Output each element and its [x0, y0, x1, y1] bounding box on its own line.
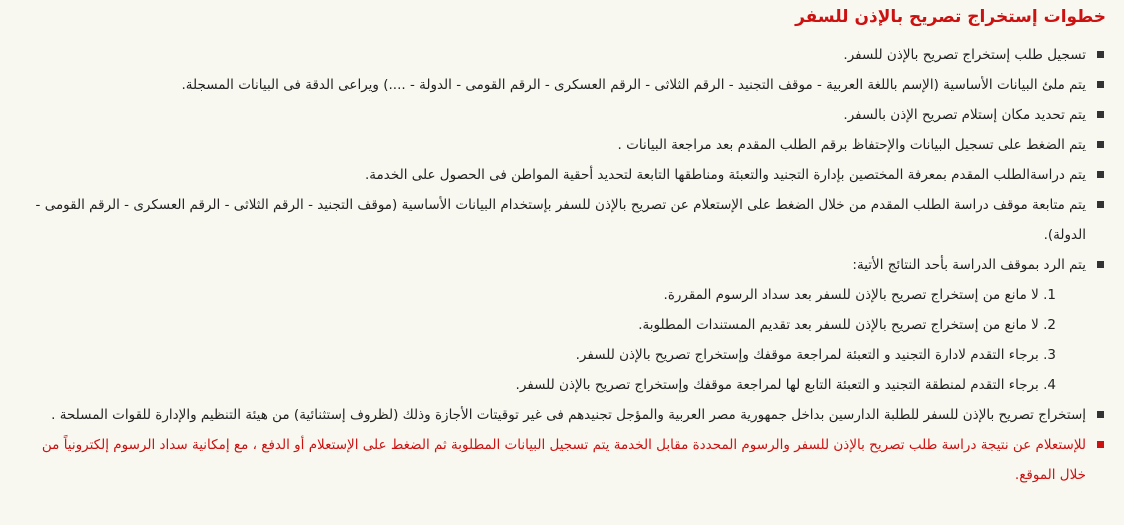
square-bullet-icon [1097, 201, 1104, 208]
step-item [30, 40, 1106, 70]
inquiry-note [30, 430, 1106, 490]
outcome-text: لا مانع من إستخراج تصريح بالإذن للسفر بعد سداد الرسوم المقررة. [663, 287, 1039, 303]
outcome-number: 4. [1043, 377, 1056, 393]
outcome-item [30, 370, 1056, 400]
step-text: يتم ملئ البيانات الأساسية (الإسم باللغة العربية - موقف التجنيد - الرقم الثلاثى - الرقم العسكرى - الرقم القومى - الدولة - ....) ويراعى الدقة فى البيانات المسجلة. [181, 77, 1086, 93]
outcome-text: برجاء التقدم لمنطقة التجنيد و التعبئة التابع لها لمراجعة موقفك وإستخراج تصريح بالإذن للسفر. [515, 377, 1039, 393]
step-text: يتم الضغط على تسجيل البيانات والإحتفاظ برقم الطلب المقدم بعد مراجعة البيانات . [617, 137, 1086, 153]
square-bullet-icon [1097, 81, 1104, 88]
outcome-number: 3. [1043, 347, 1056, 363]
step-item [30, 160, 1106, 190]
square-bullet-icon [1097, 441, 1104, 448]
square-bullet-icon [1097, 261, 1104, 268]
outcome-text: برجاء التقدم لادارة التجنيد و التعبئة لمراجعة موقفك وإستخراج تصريح بالإذن للسفر. [575, 347, 1039, 363]
step-text: يتم متابعة موقف دراسة الطلب المقدم من خلال الضغط على الإستعلام عن تصريح بالإذن للسفر بإستخدام البيانات الأساسية (موقف التجنيد - الرقم الثلاثى - الرقم العسكرى - الرقم القومى - الدولة). [35, 197, 1086, 243]
square-bullet-icon [1097, 51, 1104, 58]
step-item [30, 70, 1106, 100]
outcomes-list [30, 280, 1086, 400]
square-bullet-icon [1097, 111, 1104, 118]
step-text: يتم دراسةالطلب المقدم بمعرفة المختصين بإدارة التجنيد والتعبئة ومناطقها التابعة لتحديد أحقية المواطن فى الحصول على الخدمة. [365, 167, 1086, 183]
step-text: يتم الرد بموقف الدراسة بأحد النتائج الأتية: [852, 257, 1086, 273]
outcome-item [30, 340, 1056, 370]
outcome-item [30, 310, 1056, 340]
step-text: تسجيل طلب إستخراج تصريح بالإذن للسفر. [843, 47, 1086, 63]
step-item [30, 100, 1106, 130]
outcome-number: 2. [1043, 317, 1056, 333]
step-item [30, 130, 1106, 160]
outcome-text: لا مانع من إستخراج تصريح بالإذن للسفر بعد تقديم المستندات المطلوبة. [638, 317, 1039, 333]
step-text: يتم تحديد مكان إستلام تصريح الإذن بالسفر. [843, 107, 1086, 123]
steps-list [30, 40, 1106, 490]
note-text: للإستعلام عن نتيجة دراسة طلب تصريح بالإذن للسفر والرسوم المحددة مقابل الخدمة يتم تسجيل البيانات المطلوبة ثم الضغط على الإستعلام أو الدفع ، مع إمكانية سداد الرسوم إلكترونياً من خلال الموقع. [41, 437, 1086, 483]
step-text: إستخراج تصريح بالإذن للسفر للطلبة الدارسين بداخل جمهورية مصر العربية والمؤجل تجنيدهم فى غير توقيتات الأجازة وذلك (لظروف إستثنائية) من هيئة التنظيم والإدارة للقوات المسلحة . [51, 407, 1086, 423]
outcome-item [30, 280, 1056, 310]
page-title: خطوات إستخراج تصريح بالإذن للسفر [795, 7, 1106, 27]
square-bullet-icon [1097, 141, 1104, 148]
square-bullet-icon [1097, 411, 1104, 418]
step-item [30, 190, 1106, 250]
step-item [30, 250, 1106, 400]
outcome-number: 1. [1043, 287, 1056, 303]
step-item [30, 400, 1106, 430]
square-bullet-icon [1097, 171, 1104, 178]
